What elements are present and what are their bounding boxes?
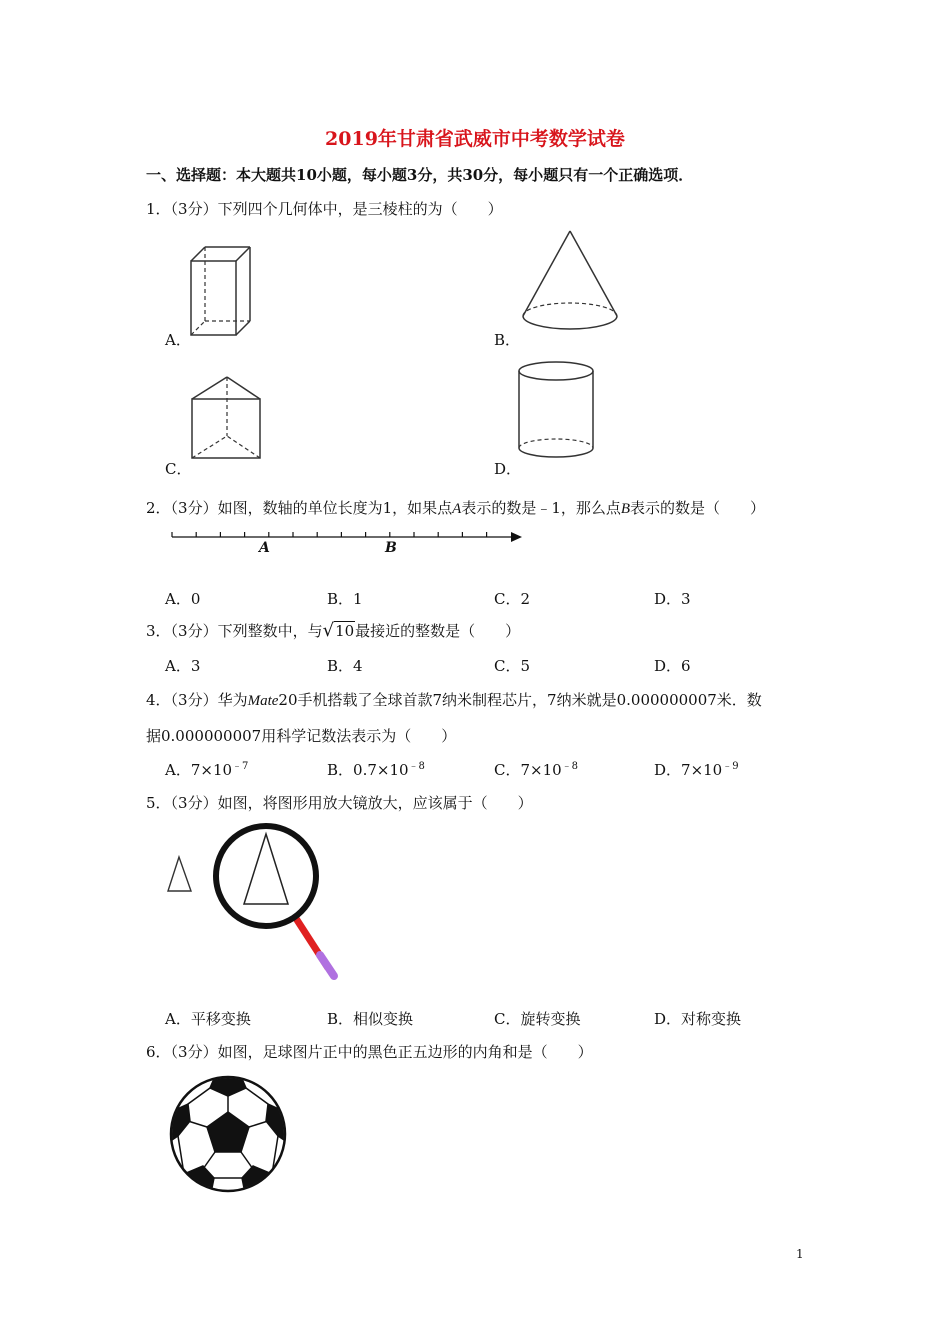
q4-option-a: A．$7\times 10^{﹣7}$ — [165, 761, 249, 779]
q5-option-a: A．平移变换 — [165, 1010, 251, 1028]
q4-option-b: B．$0.7\times 10^{﹣8}$ — [327, 761, 425, 779]
q5-option-b: B．相似变换 — [327, 1010, 414, 1028]
figure-cylinder — [516, 360, 598, 462]
question-6-stem: 6．（3分）如图，足球图片正中的黑色正五边形的内角和是（ ） — [146, 1043, 593, 1061]
figure-soccer-ball — [168, 1074, 288, 1194]
q1-option-c: C． — [165, 460, 192, 478]
axis-label-b: B — [385, 540, 397, 556]
page-number: 1 — [796, 1247, 804, 1261]
q2-option-d: D．3 — [654, 590, 691, 608]
q4-option-c: C．$7\times 10^{﹣8}$ — [494, 761, 579, 779]
section-heading: 一、选择题：本大题共10小题，每小题3分，共30分，每小题只有一个正确选项． — [146, 166, 694, 184]
axis-label-a: A — [259, 540, 270, 556]
q2-option-b: B．1 — [327, 590, 363, 608]
q5-option-c: C．旋转变换 — [494, 1010, 581, 1028]
q3-option-d: D．6 — [654, 657, 691, 675]
q5-option-d: D．对称变换 — [654, 1010, 742, 1028]
page-title: 2019年甘肃省武威市中考数学试卷 — [325, 128, 625, 150]
q1-option-b: B． — [494, 331, 521, 349]
q3-option-b: B．4 — [327, 657, 363, 675]
figure-small-triangle — [166, 855, 194, 895]
question-3-stem: 3．（3分）下列整数中，与√10最接近的整数是（ ） — [146, 620, 521, 641]
q4-option-d: D．$7\times 10^{﹣9}$ — [654, 761, 739, 779]
figure-triangular-prism — [189, 374, 265, 462]
q3-option-a: A．3 — [165, 657, 201, 675]
question-2-stem: 2．（3分）如图，数轴的单位长度为1，如果点A表示的数是﹣1，那么点B表示的数是（ ） — [146, 499, 766, 517]
question-5-stem: 5．（3分）如图，将图形用放大镜放大，应该属于（ ） — [146, 794, 533, 812]
q3-option-c: C．5 — [494, 657, 531, 675]
question-4-line-1: 4．（3分）华为Mate20手机搭载了全球首款7纳米制程芯片，7纳米就是0.000000007米．数 — [146, 691, 762, 709]
q2-option-a: A．0 — [165, 590, 201, 608]
figure-cone — [520, 228, 620, 334]
figure-magnifier — [210, 820, 345, 985]
q1-option-d: D． — [494, 460, 522, 478]
figure-rectangular-prism — [186, 245, 256, 340]
number-line — [168, 528, 528, 558]
sqrt-expression: √10 — [322, 620, 355, 641]
q2-option-c: C．2 — [494, 590, 531, 608]
q1-option-a: A． — [165, 331, 191, 349]
question-1-stem: 1．（3分）下列四个几何体中，是三棱柱的为（ ） — [146, 200, 503, 218]
question-4-line-2: 据0.000000007用科学记数法表示为（ ） — [146, 727, 457, 745]
